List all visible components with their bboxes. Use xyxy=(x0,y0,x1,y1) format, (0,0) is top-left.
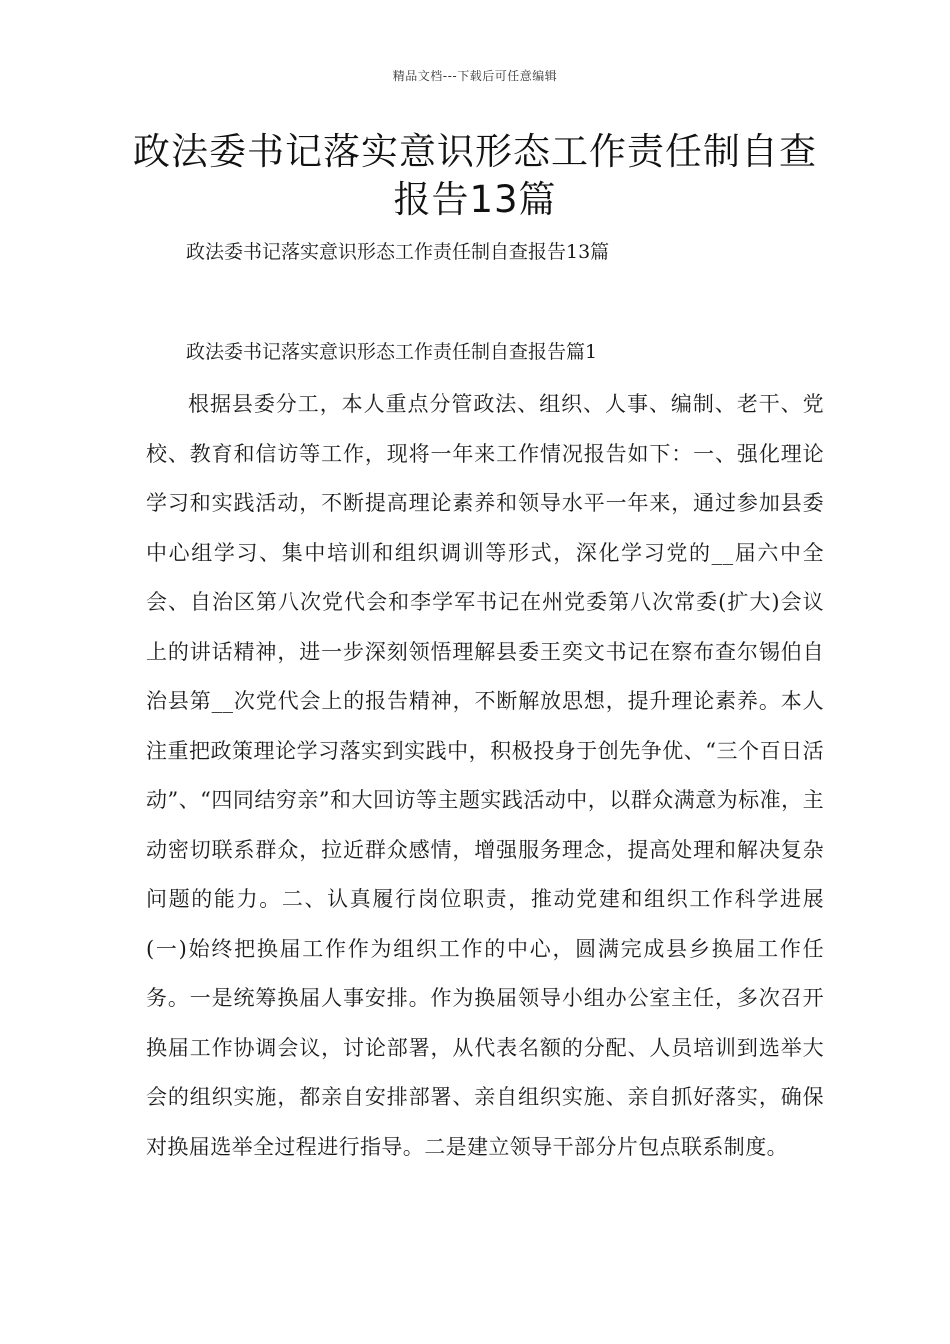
document-subtitle: 政法委书记落实意识形态工作责任制自查报告13篇 xyxy=(186,241,610,263)
section-heading: 政法委书记落实意识形态工作责任制自查报告篇1 xyxy=(186,341,598,363)
header-note: 精品文档---下载后可任意编辑 xyxy=(392,69,558,83)
document-title: 政法委书记落实意识形态工作责任制自查报告13篇 xyxy=(133,130,817,221)
body-paragraph: 根据县委分工，本人重点分管政法、组织、人事、编制、老干、党校、教育和信访等工作，现将一年来工作情况报告如下：一、强化理论学习和实践活动，不断提高理论素养和领导水平一年来，通过参加县委中心组学习、集中培训和组织调训等形式，深化学习党的__届六中全会、自治区第八次党代会和李学军书记在州党委第八次常委(扩大)会议上的讲话精神，进一步深刻领悟理解县委王奕文书记在察布查尔锡伯自治县第__次党代会上的报告精神，不断解放思想，提升理论素养。本人注重把政策理论学习落实到实践中，积极投身于创先争优、“三个百日活动”、“四同结穷亲”和大回访等主题实践活动中，以群众满意为标准，主动密切联系群众，拉近群众感情，增强服务理念，提高处理和解决复杂问题的能力。二、认真履行岗位职责，推动党建和组织工作科学进展(一)始终把换届工作作为组织工作的中心，圆满完成县乡换届工作任务。一是统筹换届人事安排。作为换届领导小组办公室主任，多次召开换届工作协调会议，讨论部署，从代表名额的分配、人员培训到选举大会的组织实施，都亲自安排部署、亲自组织实施、亲自抓好落实，确保对换届选举全过程进行指导。二是建立领导干部分片包点联系制度。 xyxy=(146,392,824,1159)
